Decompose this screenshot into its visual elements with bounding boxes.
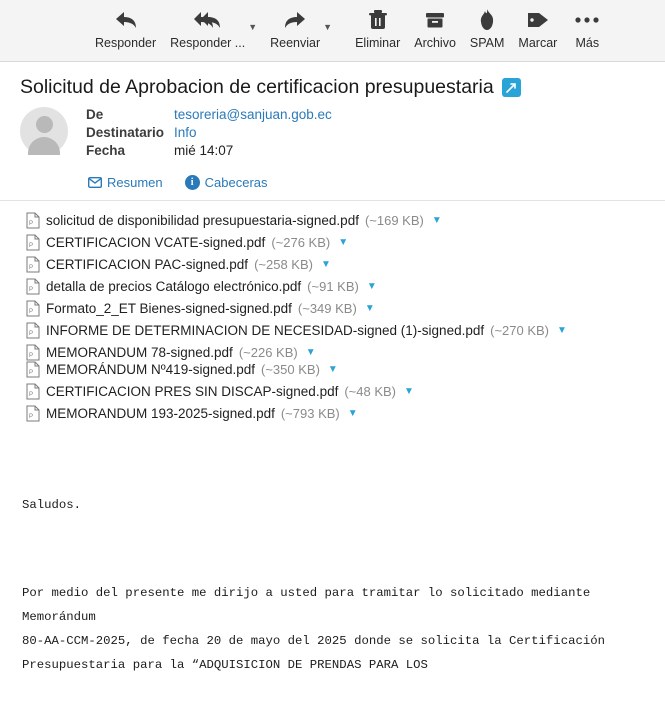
archive-button[interactable] bbox=[407, 4, 463, 50]
attachment-size: (~91 KB) bbox=[307, 278, 359, 294]
attachment-size: (~793 KB) bbox=[280, 405, 340, 421]
reply-all-button[interactable] bbox=[163, 4, 252, 50]
reply-all-label: Responder ... bbox=[170, 36, 246, 50]
spam-button[interactable] bbox=[463, 4, 512, 50]
date-label: Fecha bbox=[86, 143, 126, 158]
message-meta-row bbox=[0, 175, 665, 190]
mark-label: Marcar bbox=[518, 36, 558, 50]
ellipsis-icon bbox=[573, 6, 601, 34]
svg-text:P: P bbox=[29, 264, 34, 271]
forward-label: Reenviar bbox=[270, 36, 321, 50]
summary-label: Resumen bbox=[107, 175, 163, 190]
attachment-name: CERTIFICACION PAC-signed.pdf bbox=[46, 256, 249, 272]
pdf-file-icon bbox=[26, 344, 40, 361]
forward-group bbox=[263, 4, 338, 50]
attachment-item[interactable] bbox=[26, 405, 358, 422]
reply-arrow-icon bbox=[113, 6, 139, 34]
mark-button[interactable] bbox=[511, 4, 564, 50]
more-label: Más bbox=[575, 36, 600, 50]
pdf-file-icon bbox=[26, 383, 40, 400]
attachment-chevron-down-icon[interactable]: ▼ bbox=[327, 363, 338, 375]
body-paragraph: Por medio del presente me dirijo a usted para tramitar lo solicitado mediante Memorándum 80-AA-CCM-2025, de fecha 20 de mayo del 2025 donde se solicita la Certificación Presupuestaria para la “ADQUISICION DE PRENDAS PARA LOS bbox=[22, 585, 605, 672]
attachment-chevron-down-icon[interactable]: ▼ bbox=[364, 302, 375, 314]
svg-text:P: P bbox=[29, 330, 34, 337]
date-row bbox=[86, 143, 649, 158]
header-fields bbox=[86, 107, 649, 161]
attachment-chevron-down-icon[interactable]: ▼ bbox=[366, 280, 377, 292]
svg-text:P: P bbox=[29, 352, 34, 359]
attachment-item[interactable] bbox=[26, 322, 567, 339]
archive-box-icon bbox=[424, 6, 446, 34]
open-in-new-window-icon[interactable] bbox=[502, 78, 521, 97]
date-value: mié 14:07 bbox=[174, 143, 234, 158]
attachment-size: (~349 KB) bbox=[297, 300, 357, 316]
attachment-chevron-down-icon[interactable]: ▼ bbox=[431, 214, 442, 226]
tag-icon bbox=[526, 6, 550, 34]
attachment-name: Formato_2_ET Bienes-signed-signed.pdf bbox=[46, 300, 292, 316]
spam-label: SPAM bbox=[469, 36, 505, 50]
attachment-size: (~270 KB) bbox=[490, 322, 550, 338]
body-greeting: Saludos. bbox=[22, 497, 82, 512]
attachment-row bbox=[26, 231, 653, 253]
attachment-item[interactable] bbox=[26, 256, 331, 273]
from-label: De bbox=[86, 107, 104, 122]
reply-button[interactable] bbox=[88, 4, 163, 50]
attachment-chevron-down-icon[interactable]: ▼ bbox=[404, 385, 414, 397]
attachment-name: MEMORANDUM 78-signed.pdf bbox=[46, 344, 233, 360]
svg-text:P: P bbox=[29, 242, 34, 249]
attachment-name: MEMORÁNDUM Nº419-signed.pdf bbox=[46, 361, 255, 377]
pdf-file-icon bbox=[26, 361, 40, 378]
attachment-name: CERTIFICACION PRES SIN DISCAP-signed.pdf bbox=[46, 383, 339, 399]
pdf-file-icon bbox=[26, 405, 40, 422]
svg-text:P: P bbox=[29, 391, 34, 398]
attachment-row bbox=[26, 341, 653, 380]
attachment-item[interactable] bbox=[26, 344, 316, 361]
info-icon: i bbox=[185, 175, 200, 190]
attachment-name: INFORME DE DETERMINACION DE NECESIDAD-signed (1)-signed.pdf bbox=[46, 322, 485, 338]
attachment-name: detalla de precios Catálogo electrónico.pdf bbox=[46, 278, 302, 294]
attachment-name: CERTIFICACION VCATE-signed.pdf bbox=[46, 234, 266, 250]
reply-label: Responder bbox=[95, 36, 157, 50]
page-title: Solicitud de Aprobacion de certificacion presupuestaria bbox=[20, 76, 494, 98]
attachment-item[interactable] bbox=[26, 234, 348, 251]
reply-all-chevron-down-icon[interactable]: ▼ bbox=[248, 22, 258, 32]
attachment-row bbox=[26, 402, 653, 424]
attachment-size: (~226 KB) bbox=[238, 344, 298, 360]
pdf-file-icon bbox=[26, 300, 40, 317]
forward-chevron-down-icon[interactable]: ▼ bbox=[323, 22, 333, 32]
envelope-icon bbox=[88, 176, 102, 190]
attachment-chevron-down-icon[interactable]: ▼ bbox=[338, 236, 349, 248]
svg-text:P: P bbox=[29, 413, 34, 420]
to-label: Destinatario bbox=[86, 125, 165, 140]
pdf-file-icon bbox=[26, 256, 40, 273]
message-toolbar bbox=[0, 0, 665, 62]
attachment-chevron-down-icon[interactable]: ▼ bbox=[320, 258, 331, 270]
svg-text:P: P bbox=[29, 220, 34, 227]
flame-icon bbox=[477, 6, 497, 34]
attachment-item[interactable] bbox=[26, 212, 442, 229]
attachment-size: (~48 KB) bbox=[344, 383, 397, 399]
attachment-size: (~169 KB) bbox=[364, 212, 424, 228]
attachment-size: (~350 KB) bbox=[261, 361, 320, 377]
avatar bbox=[20, 107, 68, 155]
pdf-file-icon bbox=[26, 322, 40, 339]
attachment-size: (~276 KB) bbox=[271, 234, 331, 250]
attachment-chevron-down-icon[interactable]: ▼ bbox=[347, 407, 358, 419]
forward-button[interactable] bbox=[263, 4, 327, 50]
to-address[interactable]: Info bbox=[174, 125, 197, 140]
delete-label: Eliminar bbox=[355, 36, 401, 50]
attachment-row bbox=[26, 297, 653, 319]
attachment-size: (~258 KB) bbox=[254, 256, 313, 272]
more-button[interactable] bbox=[564, 4, 610, 50]
pdf-file-icon bbox=[26, 234, 40, 251]
reply-all-arrow-icon bbox=[193, 6, 223, 34]
attachment-name: solicitud de disponibilidad presupuestaria-signed.pdf bbox=[46, 212, 359, 228]
svg-text:P: P bbox=[29, 369, 34, 376]
to-row bbox=[86, 125, 649, 140]
attachment-row bbox=[26, 209, 653, 231]
attachment-item[interactable] bbox=[26, 383, 414, 400]
attachment-name: MEMORANDUM 193-2025-signed.pdf bbox=[46, 405, 275, 421]
attachment-row bbox=[26, 275, 653, 297]
attachment-chevron-down-icon[interactable]: ▼ bbox=[305, 346, 316, 358]
archive-label: Archivo bbox=[414, 36, 456, 50]
trash-icon bbox=[367, 6, 389, 34]
from-address[interactable]: tesoreria@sanjuan.gob.ec bbox=[174, 107, 332, 122]
headers-label: Cabeceras bbox=[204, 175, 268, 190]
attachment-row bbox=[26, 380, 653, 402]
message-body bbox=[0, 430, 665, 718]
summary-toggle[interactable] bbox=[88, 175, 163, 190]
attachment-row bbox=[26, 319, 653, 341]
svg-text:P: P bbox=[29, 286, 34, 293]
reply-all-group bbox=[163, 4, 263, 50]
attachment-item[interactable] bbox=[26, 278, 377, 295]
avatar-body bbox=[28, 137, 60, 155]
subject-row bbox=[0, 62, 665, 105]
avatar-head bbox=[36, 116, 53, 133]
attachment-item[interactable] bbox=[26, 361, 338, 378]
pdf-file-icon bbox=[26, 212, 40, 229]
attachment-chevron-down-icon[interactable]: ▼ bbox=[557, 324, 567, 336]
delete-button[interactable] bbox=[348, 4, 407, 50]
pdf-file-icon bbox=[26, 278, 40, 295]
svg-text:P: P bbox=[29, 308, 34, 315]
message-header bbox=[0, 105, 665, 167]
attachment-list bbox=[0, 200, 665, 430]
forward-arrow-icon bbox=[282, 6, 308, 34]
attachment-row bbox=[26, 253, 653, 275]
attachment-item[interactable] bbox=[26, 300, 375, 317]
headers-toggle[interactable] bbox=[185, 175, 268, 190]
from-row bbox=[86, 107, 649, 122]
